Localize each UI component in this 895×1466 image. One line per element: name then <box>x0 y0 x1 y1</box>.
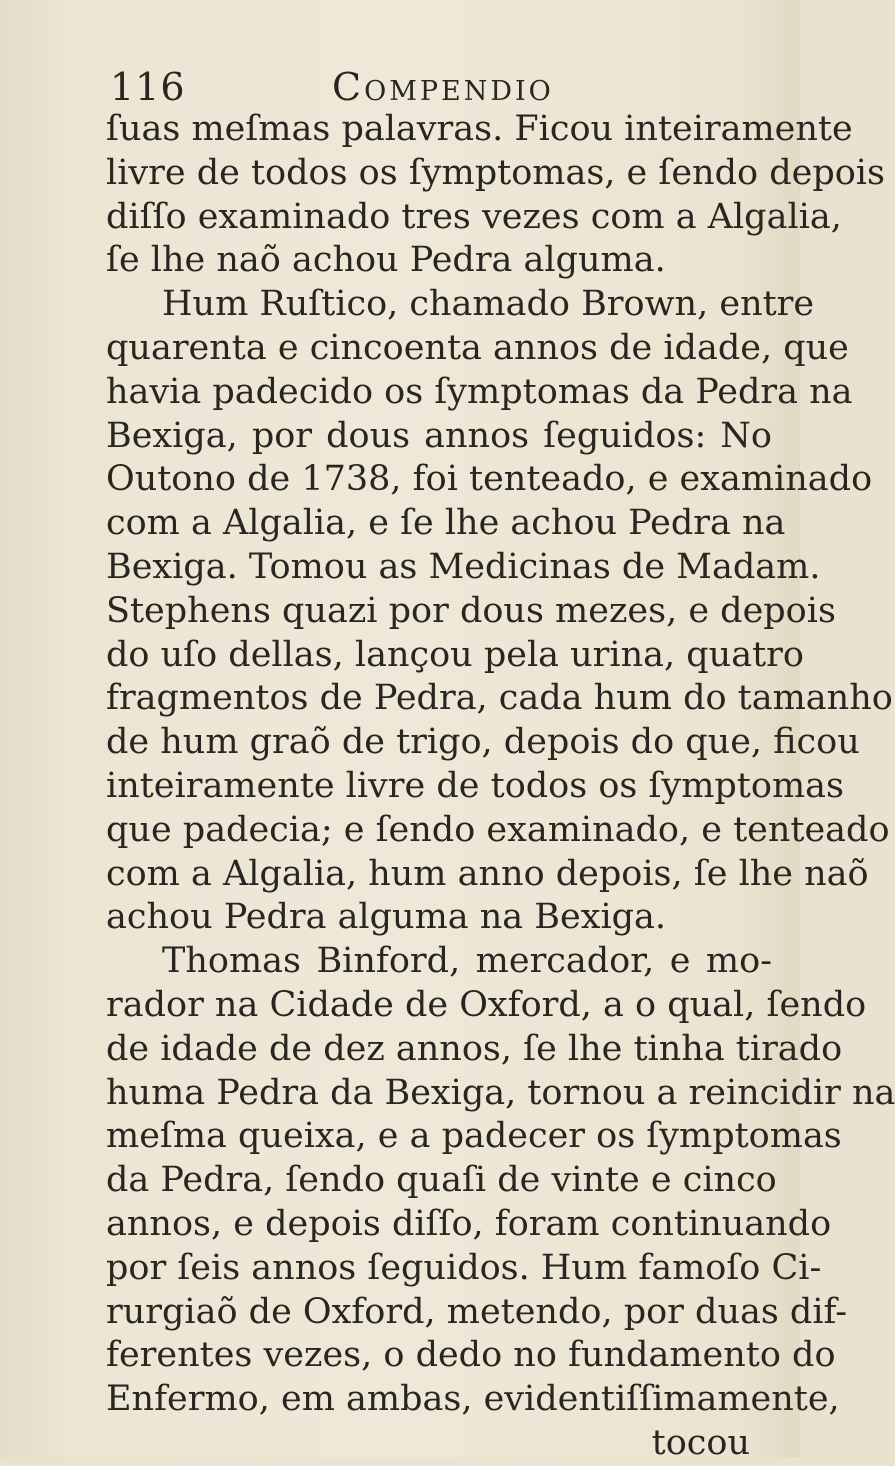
text-line: Bexiga, por dous annos ſeguidos: No <box>106 415 772 456</box>
catchword: tocou <box>651 1422 750 1463</box>
text-line: da Pedra, ſendo quaſi de vinte e cinco <box>106 1160 777 1201</box>
page-header <box>110 62 670 112</box>
text-line: huma Pedra da Bexiga, tornou a reincidir na <box>106 1072 895 1113</box>
text-line: Outono de 1738, foi tenteado, e examinado <box>106 459 873 500</box>
text-line: de idade de dez annos, ſe lhe tinha tirado <box>106 1028 843 1069</box>
text-line: inteiramente livre de todos os ſymptomas <box>106 765 844 806</box>
text-line: livre de todos os ſymptomas, e ſendo depois <box>106 152 885 193</box>
page-number: 116 <box>110 65 186 109</box>
text-line: que padecia; e ſendo examinado, e tenteado <box>106 809 890 850</box>
text-line: Bexiga. Tomou as Medicinas de Madam. <box>106 546 821 587</box>
running-title: Compendio <box>332 65 554 109</box>
paragraph-start-line: Thomas Binford, mercador, e mo- <box>162 941 772 982</box>
body-text <box>106 108 895 1466</box>
text-line: diſſo examinado tres vezes com a Algalia, <box>106 196 842 237</box>
text-line: annos, e depois diſſo, foram continuando <box>106 1203 832 1244</box>
text-line: com a Algalia, hum anno depois, ſe lhe naõ <box>106 853 869 894</box>
text-line: com a Algalia, e ſe lhe achou Pedra na <box>106 503 786 544</box>
text-line: do uſo dellas, lançou pela urina, quatro <box>106 634 804 675</box>
text-line: ſe lhe naõ achou Pedra alguma. <box>106 240 666 281</box>
text-line: quarenta e cincoenta annos de idade, que <box>106 327 849 368</box>
text-line: rador na Cidade de Oxford, a o qual, ſendo <box>106 984 867 1025</box>
text-line: Stephens quazi por dous mezes, e depois <box>106 590 836 631</box>
text-line: achou Pedra alguma na Bexiga. <box>106 897 667 938</box>
text-line: de hum graõ de trigo, depois do que, ficou <box>106 722 860 763</box>
text-line: meſma queixa, e a padecer os ſymptomas <box>106 1116 842 1157</box>
text-line: ferentes vezes, o dedo no fundamento do <box>106 1335 836 1376</box>
text-line: por ſeis annos ſeguidos. Hum famoſo Ci- <box>106 1247 822 1288</box>
paragraph-start-line: Hum Ruſtico, chamado Brown, entre <box>162 284 815 325</box>
text-line: fragmentos de Pedra, cada hum do tamanho <box>106 678 893 719</box>
text-line: Enfermo, em ambas, evidentiſſimamente, <box>106 1379 840 1420</box>
text-line: rurgiaõ de Oxford, metendo, por duas dif- <box>106 1291 848 1332</box>
text-line: havia padecido os ſymptomas da Pedra na <box>106 371 853 412</box>
text-line: ſuas meſmas palavras. Ficou inteiramente <box>106 109 853 149</box>
